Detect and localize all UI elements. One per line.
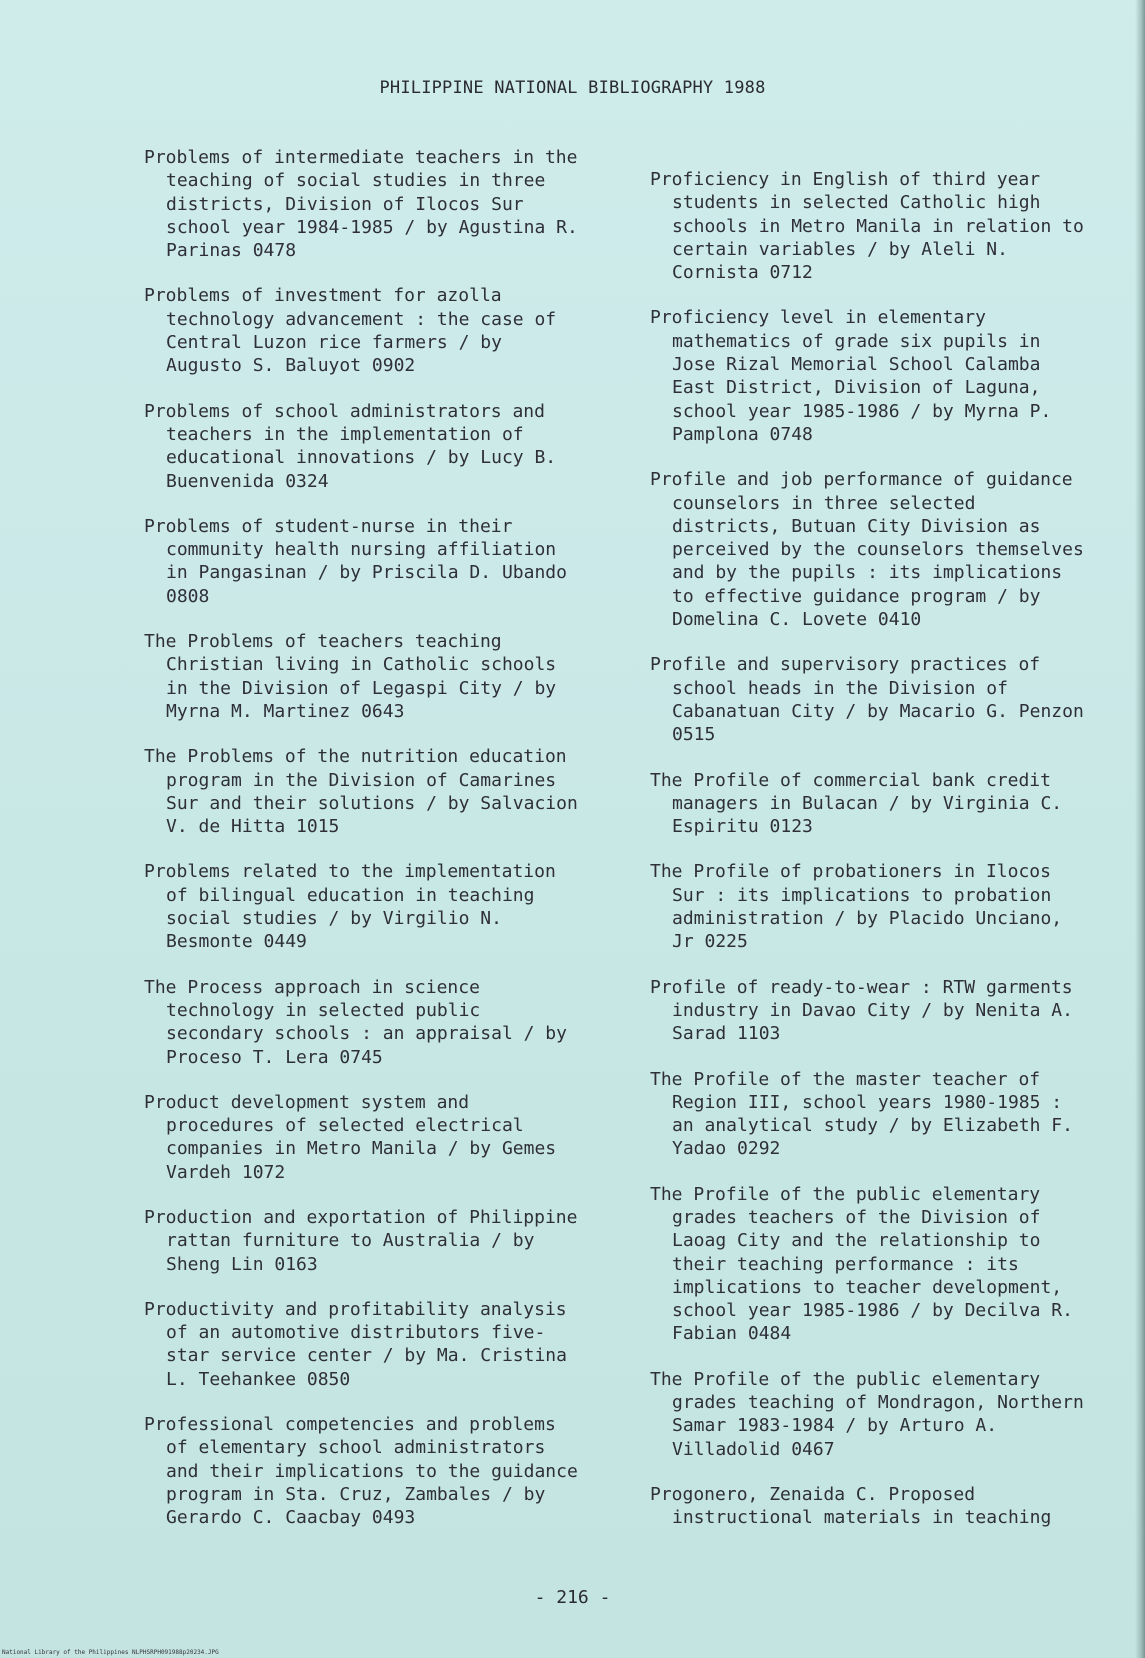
bibliography-entry: The Problems of the nutrition education program in the Division of Camarines Sur and their solutions / by Salvacion V. de Hitta 1015 <box>144 746 578 838</box>
bibliography-entry: Proficiency in English of third year students in selected Catholic high schools in Metro Manila in relation to certain variables / by Aleli N. Cornista 0712 <box>650 169 1084 284</box>
bibliography-entry: Problems of investment for azolla technology advancement : the case of Central Luzon rice farmers / by Augusto S. Baluyot 0902 <box>144 285 557 377</box>
bibliography-entry: The Process approach in science technology in selected public secondary schools : an appraisal / by Proceso T. Lera 0745 <box>144 976 567 1068</box>
bibliography-entry: The Profile of probationers in Ilocos Sur : its implications to probation administration / by Placido Unciano, Jr 0225 <box>650 861 1063 953</box>
running-head: PHILIPPINE NATIONAL BIBLIOGRAPHY 1988 <box>379 78 766 98</box>
bibliography-entry: Problems related to the implementation of bilingual education in teaching social studies / by Virgilio N. Besmonte 0449 <box>144 861 556 953</box>
bibliography-entry: Progonero, Zenaida C. Proposed instructional materials in teaching <box>650 1483 1052 1529</box>
bibliography-entry: Profile of ready-to-wear : RTW garments industry in Davao City / by Nenita A. Sarad 1103 <box>650 976 1073 1045</box>
bibliography-entry: The Profile of the public elementary grades teachers of the Division of Laoag City and the relationship to their teaching performance : its implications to teacher development, school year 1985-1986 / by Decilva R. Fabian 0484 <box>650 1183 1073 1345</box>
spine-shadow <box>1135 0 1145 1658</box>
bibliography-entry: Problems of student-nurse in their community health nursing affiliation in Pangasinan / by Priscila D. Ubando 0808 <box>144 515 567 607</box>
scan-credit: National Library of the Philippines NLPHSRPH091988p20234.JPG <box>2 1649 219 1656</box>
bibliography-entry: Professional competencies and problems of elementary school administrators and their implications to the guidance program in Sta. Cruz, Zambales / by Gerardo C. Caacbay 0493 <box>144 1414 578 1529</box>
bibliography-entry: Proficiency level in elementary mathematics of grade six pupils in Jose Rizal Memorial School Calamba East District, Division of Laguna, school year 1985-1986 / by Myrna P. Pamplona 0748 <box>650 307 1052 445</box>
bibliography-entry: Profile and supervisory practices of school heads in the Division of Cabanatuan City / by Macario G. Penzon 0515 <box>650 654 1084 746</box>
bibliography-entry: The Profile of the master teacher of Region III, school years 1980-1985 : an analytical study / by Elizabeth F. Yadao 0292 <box>650 1068 1073 1160</box>
bibliography-entry: The Profile of the public elementary grades teaching of Mondragon, Northern Samar 1983-1984 / by Arturo A. Villadolid 0467 <box>650 1368 1084 1460</box>
page-number: - 216 - <box>534 1587 611 1608</box>
bibliography-entry: Production and exportation of Philippine rattan furniture to Australia / by Sheng Lin 0163 <box>144 1206 578 1275</box>
bibliography-entry: Product development system and procedures of selected electrical companies in Metro Manila / by Gemes Vardeh 1072 <box>144 1091 557 1183</box>
bibliography-entry: Problems of intermediate teachers in the teaching of social studies in three districts, Division of Ilocos Sur school year 1984-1985 / by Agustina R. Parinas 0478 <box>144 147 578 262</box>
bibliography-entry: Productivity and profitability analysis of an automotive distributors five- star service center / by Ma. Cristina L. Teehankee 0850 <box>144 1298 567 1390</box>
right-column <box>650 168 1120 1530</box>
left-column <box>144 146 614 1530</box>
bibliography-entry: The Profile of commercial bank credit managers in Bulacan / by Virginia C. Espiritu 0123 <box>650 769 1063 838</box>
bibliography-entry: Problems of school administrators and teachers in the implementation of educational innovations / by Lucy B. Buenvenida 0324 <box>144 400 557 492</box>
bibliography-entry: Profile and job performance of guidance counselors in three selected districts, Butuan City Division as perceived by the counselors themselves and by the pupils : its implications to effective guidance program / by Domelina C. Lovete 0410 <box>650 469 1084 631</box>
bibliography-entry: The Problems of teachers teaching Christian living in Catholic schools in the Division of Legaspi City / by Myrna M. Martinez 0643 <box>144 631 557 722</box>
